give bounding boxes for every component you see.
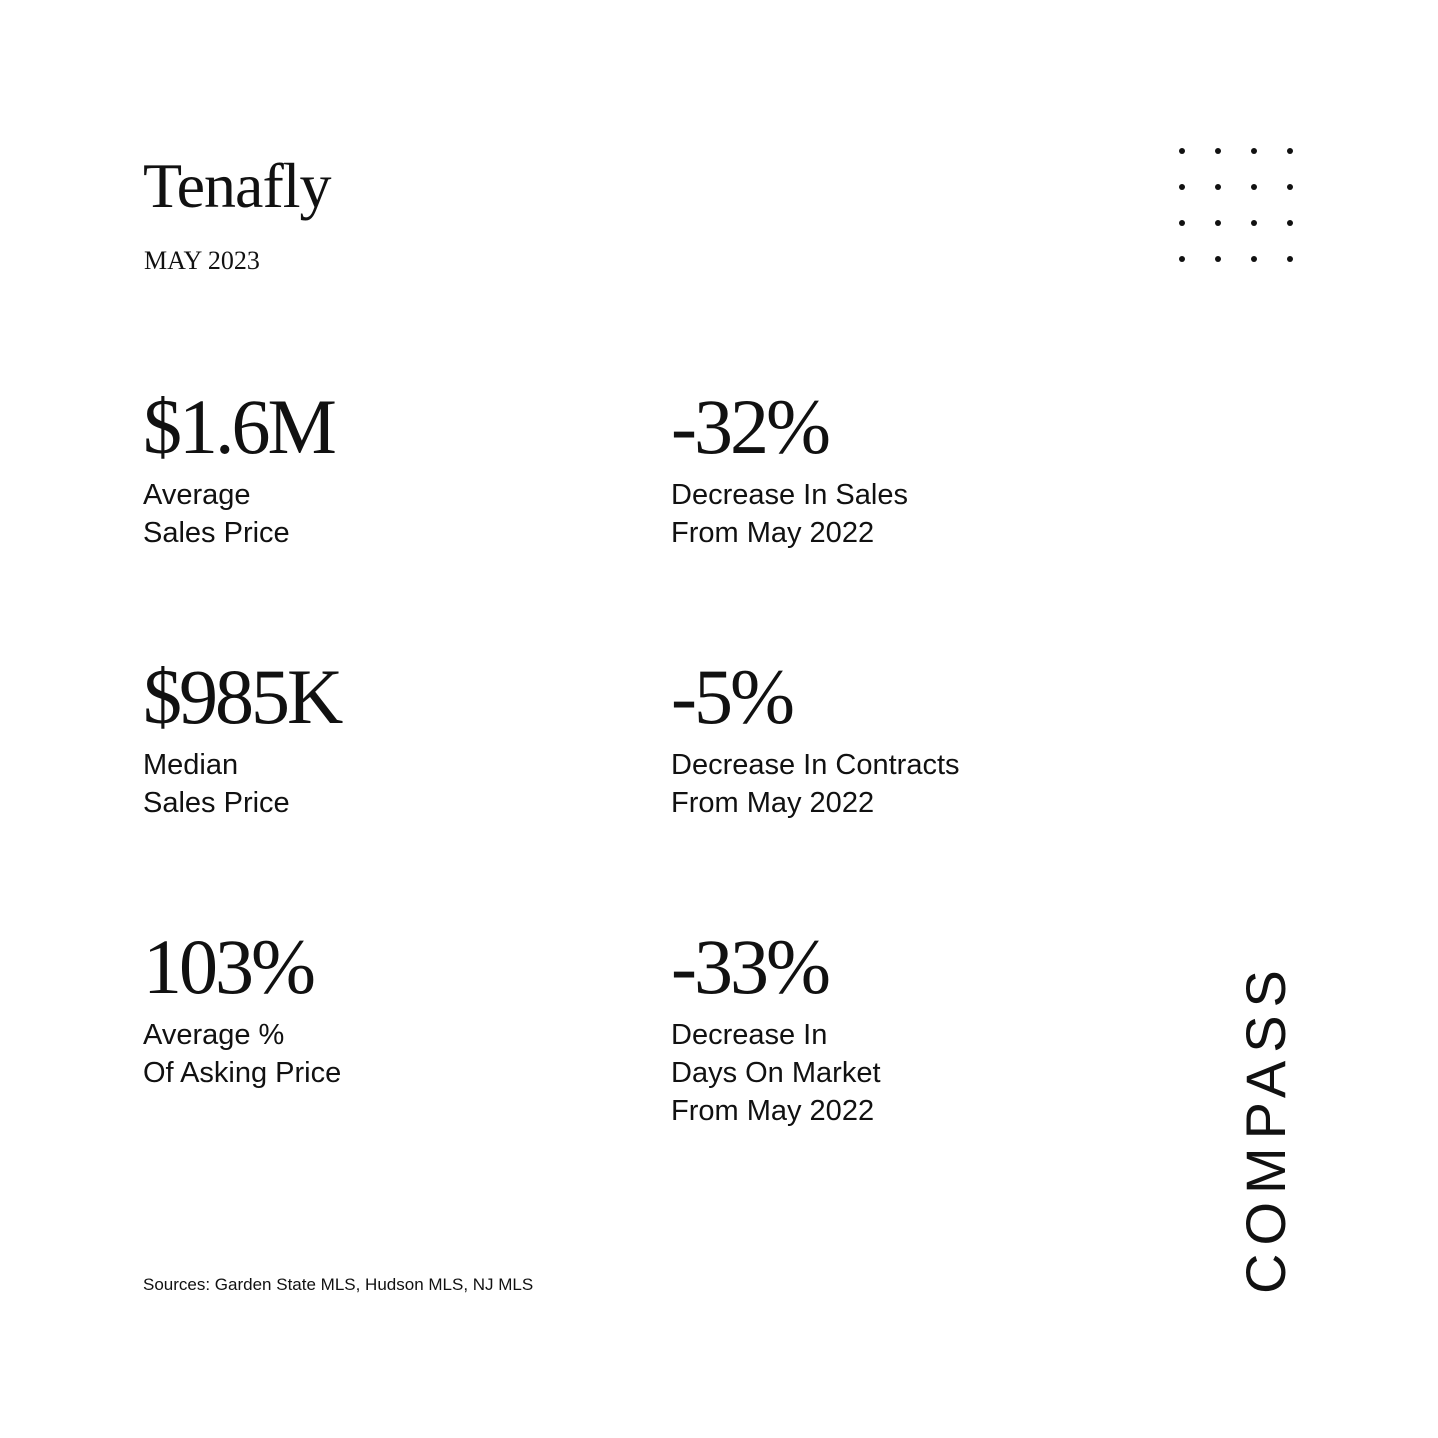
- stat-label: [143, 1016, 341, 1092]
- stat-label: [671, 746, 960, 822]
- stat-label-line: Decrease In Sales: [671, 479, 908, 511]
- stat-days-on-market-change: [671, 922, 881, 1130]
- stat-label: [143, 746, 340, 822]
- dot: [1251, 148, 1257, 154]
- stat-label: [143, 476, 334, 552]
- dot: [1179, 256, 1185, 262]
- report-period: MAY 2023: [144, 246, 260, 275]
- sources-footnote: Sources: Garden State MLS, Hudson MLS, NJ MLS: [143, 1275, 534, 1294]
- stat-label-line: From May 2022: [671, 517, 875, 549]
- stat-label-line: From May 2022: [671, 787, 875, 819]
- stat-value: $985K: [143, 653, 341, 740]
- stat-label-line: Sales Price: [143, 517, 290, 549]
- stat-label-line: Average %: [143, 1019, 285, 1051]
- stat-label: [671, 1016, 881, 1130]
- dot: [1215, 184, 1221, 190]
- stat-value: -32%: [671, 383, 828, 470]
- dot: [1179, 184, 1185, 190]
- dot: [1215, 256, 1221, 262]
- stat-label-line: Decrease In: [671, 1019, 828, 1051]
- compass-logo-text: COMPASS: [1234, 962, 1297, 1294]
- stat-median-sales-price: [143, 652, 340, 822]
- stat-label-line: Average: [143, 479, 251, 511]
- dot: [1179, 148, 1185, 154]
- stat-average-sales-price: [143, 382, 334, 552]
- stat-label-line: Decrease In Contracts: [671, 749, 960, 781]
- stat-value: 103%: [143, 923, 313, 1010]
- dot: [1287, 220, 1293, 226]
- compass-logo: [1234, 958, 1297, 1294]
- dot-grid-icon: [1177, 146, 1297, 266]
- dot: [1215, 220, 1221, 226]
- stat-label: [671, 476, 908, 552]
- dot: [1287, 184, 1293, 190]
- stat-label-line: Sales Price: [143, 787, 290, 819]
- dot: [1179, 220, 1185, 226]
- stat-value: -33%: [671, 923, 828, 1010]
- dot: [1251, 256, 1257, 262]
- dot: [1215, 148, 1221, 154]
- stat-contracts-change: [671, 652, 960, 822]
- city-title: Tenafly: [143, 150, 331, 221]
- dot: [1251, 220, 1257, 226]
- stat-label-line: Median: [143, 749, 239, 781]
- stat-label-line: Days On Market: [671, 1057, 881, 1089]
- dot: [1287, 256, 1293, 262]
- stat-percent-of-asking: [143, 922, 341, 1092]
- dot: [1287, 148, 1293, 154]
- stat-value: $1.6M: [143, 383, 334, 470]
- stat-value: -5%: [671, 653, 792, 740]
- stat-sales-change: [671, 382, 908, 552]
- dot: [1251, 184, 1257, 190]
- stat-label-line: From May 2022: [671, 1095, 875, 1127]
- stat-label-line: Of Asking Price: [143, 1057, 342, 1089]
